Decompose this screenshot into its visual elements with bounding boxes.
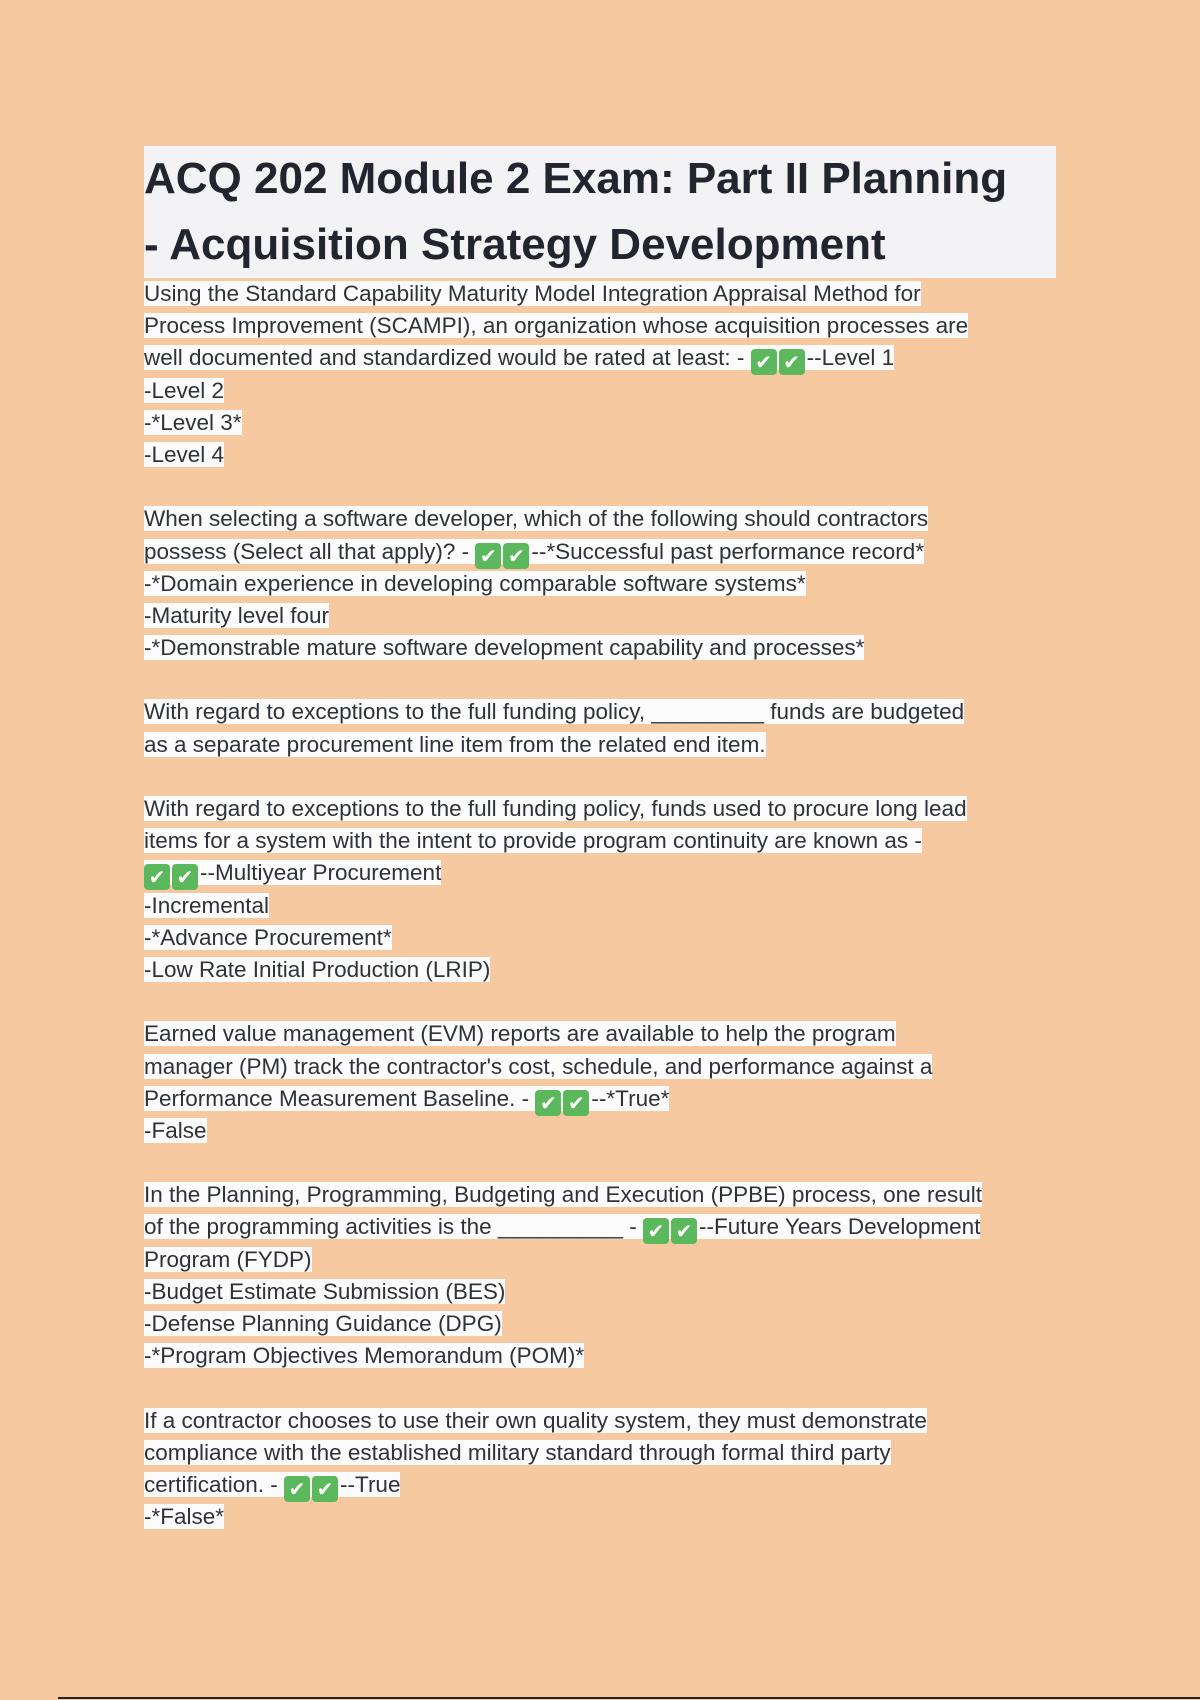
answer-option-correct: -*False* xyxy=(144,1504,225,1530)
check-mark-icon: ✔ xyxy=(535,1090,561,1116)
title-line-1: ACQ 202 Module 2 Exam: Part II Planning xyxy=(144,154,1008,203)
check-mark-icon: ✔ xyxy=(751,349,777,375)
answer-option: --Multiyear Procurement xyxy=(200,860,442,886)
check-mark-icon: ✔ xyxy=(671,1218,697,1244)
answer-option-correct: --*Successful past performance record* xyxy=(531,538,925,564)
check-mark-icon: ✔ xyxy=(643,1218,669,1244)
document-title xyxy=(144,146,1056,278)
answer-option: --True xyxy=(340,1471,401,1497)
answer-option-correct: -*Program Objectives Memorandum (POM)* xyxy=(144,1343,585,1369)
question-text: Earned value management (EVM) reports are available to help the program xyxy=(144,1021,896,1047)
question-4 xyxy=(144,793,1074,986)
check-mark-icon: ✔ xyxy=(312,1476,338,1502)
question-text: Performance Measurement Baseline. - xyxy=(144,1085,536,1111)
answer-option-correct: -*Domain experience in developing comparable software systems* xyxy=(144,570,806,596)
answer-option: -Maturity level four xyxy=(144,602,330,628)
question-text: certification. - xyxy=(144,1471,285,1497)
check-mark-icon: ✔ xyxy=(503,543,529,569)
check-mark-icon: ✔ xyxy=(563,1090,589,1116)
answer-option: -Level 4 xyxy=(144,441,225,467)
question-text: With regard to exceptions to the full funding policy, _________ funds are budgeted xyxy=(144,699,965,725)
check-mark-icon: ✔ xyxy=(284,1476,310,1502)
answer-option: --Level 1 xyxy=(806,345,895,371)
answer-option: --Future Years Development xyxy=(699,1214,981,1240)
check-mark-icon: ✔ xyxy=(172,864,198,890)
answer-option: -Low Rate Initial Production (LRIP) xyxy=(144,956,491,982)
answer-option: -Defense Planning Guidance (DPG) xyxy=(144,1311,502,1336)
question-2 xyxy=(144,503,1074,664)
answer-option-correct: -*Advance Procurement* xyxy=(144,924,392,950)
question-5 xyxy=(144,1018,1074,1147)
question-text: Process Improvement (SCAMPI), an organization whose acquisition processes are xyxy=(144,313,969,339)
check-mark-icon: ✔ xyxy=(144,864,170,890)
answer-option-correct: -*Demonstrable mature software development capability and processes* xyxy=(144,635,865,661)
question-text: compliance with the established military standard through formal third party xyxy=(144,1439,891,1465)
question-6 xyxy=(144,1179,1074,1372)
answer-option: -Budget Estimate Submission (BES) xyxy=(144,1278,506,1304)
question-text: items for a system with the intent to provide program continuity are known as - xyxy=(144,828,922,854)
question-text: In the Planning, Programming, Budgeting and Execution (PPBE) process, one result xyxy=(144,1182,982,1208)
question-text: If a contractor chooses to use their own quality system, they must demonstrate xyxy=(144,1407,927,1433)
answer-option: Program (FYDP) xyxy=(144,1246,312,1272)
question-text: Using the Standard Capability Maturity Model Integration Appraisal Method for xyxy=(144,281,921,306)
page-bottom-divider xyxy=(58,1697,1200,1699)
question-text: When selecting a software developer, which of the following should contractors xyxy=(144,506,929,532)
question-text: well documented and standardized would be rated at least: - xyxy=(144,345,751,371)
answer-option: -False xyxy=(144,1117,207,1143)
question-7 xyxy=(144,1405,1074,1534)
answer-option: -Level 2 xyxy=(144,377,225,403)
title-line-2: - Acquisition Strategy Development xyxy=(144,220,886,269)
check-mark-icon: ✔ xyxy=(475,543,501,569)
question-text: as a separate procurement line item from the related end item. xyxy=(144,731,766,757)
question-text: possess (Select all that apply)? - xyxy=(144,538,476,564)
question-text: With regard to exceptions to the full funding policy, funds used to procure long lead xyxy=(144,796,967,821)
question-text: manager (PM) track the contractor's cost, schedule, and performance against a xyxy=(144,1053,933,1079)
check-mark-icon: ✔ xyxy=(779,349,805,375)
answer-option-correct: --*True* xyxy=(591,1085,670,1111)
answer-option: -Incremental xyxy=(144,892,270,918)
question-3 xyxy=(144,696,1074,760)
question-list xyxy=(144,278,1074,1533)
question-1 xyxy=(144,278,1074,471)
answer-option-correct: -*Level 3* xyxy=(144,409,242,435)
question-text: of the programming activities is the __________ - xyxy=(144,1214,644,1240)
